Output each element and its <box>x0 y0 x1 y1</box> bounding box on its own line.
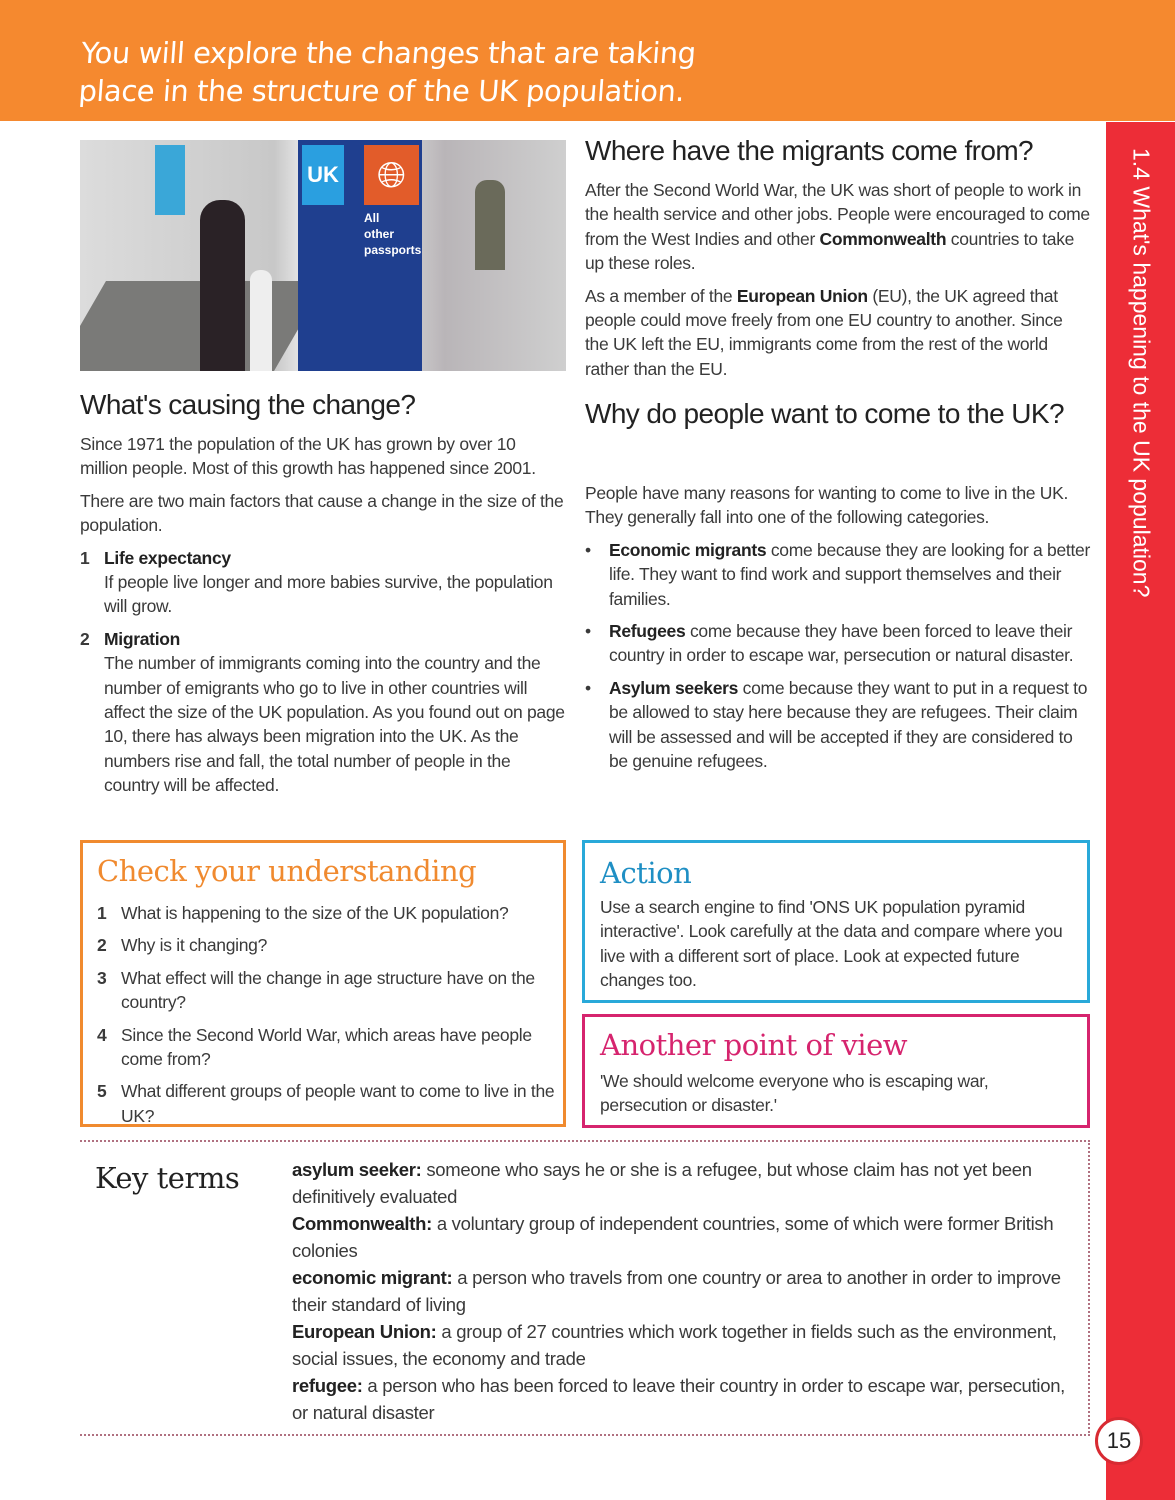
side-tab-label: 1.4 What's happening to the UK population? <box>1128 148 1155 598</box>
item-title: Migration <box>104 628 181 649</box>
why-heading: Why do people want to come to the UK? <box>585 398 1064 429</box>
text: come because they have been forced to leave their country in order to escape war, persecution or natural disaster. <box>609 621 1074 666</box>
causing-heading: What's causing the change? <box>80 389 416 420</box>
reason-item <box>585 676 1090 774</box>
bullet: • <box>585 677 591 698</box>
photo-person <box>200 200 245 371</box>
bold-term: Refugees <box>609 621 686 642</box>
another-view-title: Another point of view <box>600 1028 908 1062</box>
paragraph: Since 1971 the population of the UK has grown by over 10 million people. Most of this growth has happened since 2001. <box>80 434 536 479</box>
text: As a member of the <box>585 285 737 306</box>
key-term <box>292 1156 1082 1210</box>
text: After the Second World War, the UK was short of people to work in the health service and other jobs. People were encouraged to come from the West Indies and other <box>585 180 1090 249</box>
key-term <box>292 1318 1082 1372</box>
reason-item <box>585 619 1090 668</box>
question-list <box>97 901 557 1136</box>
header-line-2: place in the structure of the UK population. <box>77 74 686 108</box>
key-term <box>292 1372 1082 1426</box>
action-text: Use a search engine to find 'ONS UK population pyramid interactive'. Look carefully at the data and compare where you live with a different sort of place. Look at expected future changes too. <box>600 897 1063 991</box>
item-text: If people live longer and more babies survive, the population will grow. <box>104 572 553 617</box>
key-term <box>292 1210 1082 1264</box>
question <box>97 1023 557 1072</box>
text: (EU), the UK agreed that people could move freely from one EU country to another. Since the UK left the EU, immigrants come from the rest of the world rather than the EU. <box>585 285 1063 379</box>
definition: a voluntary group of independent countries, some of which were former British colonies <box>292 1213 1054 1261</box>
photo-child <box>250 270 272 371</box>
photo-person <box>475 180 505 270</box>
factor-item <box>80 546 565 619</box>
question <box>97 966 557 1015</box>
globe-icon: 🌐︎ <box>364 145 419 205</box>
question-number: 2 <box>97 935 107 956</box>
definition: a person who has been forced to leave their country in order to escape war, persecution, or natural disaster <box>292 1375 1066 1423</box>
header-title <box>77 34 782 110</box>
bullet: • <box>585 621 591 642</box>
sign-line: All <box>364 211 380 225</box>
question-number: 5 <box>97 1081 107 1102</box>
action-title: Action <box>600 856 692 890</box>
reason-item <box>585 538 1090 611</box>
sign-line: other <box>364 227 394 241</box>
item-text: The number of immigrants coming into the country and the number of emigrants who go to live in other countries will affect the size of the UK population. As you found out on page 10, there has always been migration into the UK. As the numbers rise and fall, the total number of people in the country will be affected. <box>104 653 565 796</box>
key-terms-box <box>80 1140 1090 1436</box>
definition: a person who travels from one country or area to another in order to improve their standard of living <box>292 1267 1061 1315</box>
term: asylum seeker: <box>292 1159 422 1180</box>
item-number: 1 <box>80 547 90 568</box>
paragraph <box>585 178 1090 276</box>
bold-term: Asylum seekers <box>609 677 739 698</box>
definition: someone who says he or she is a refugee, but whose claim has not yet been definitively evaluated <box>292 1159 1032 1207</box>
paragraph: People have many reasons for wanting to come to live in the UK. They generally fall into one of the following categories. <box>585 483 1069 528</box>
sign-other-passports <box>364 210 421 258</box>
question-text: Why is it changing? <box>121 935 268 956</box>
migrants-heading: Where have the migrants come from? <box>585 135 1034 166</box>
term: refugee: <box>292 1375 363 1396</box>
text: countries to take up these roles. <box>585 228 1075 274</box>
bold-term: Commonwealth <box>819 228 947 249</box>
header-line-1: You will explore the changes that are taking <box>80 36 697 70</box>
question-text: Since the Second World War, which areas have people come from? <box>121 1024 532 1070</box>
check-understanding-box <box>80 840 566 1127</box>
question-number: 3 <box>97 967 107 988</box>
another-view-box <box>582 1014 1090 1128</box>
key-terms-title: Key terms <box>95 1161 240 1195</box>
page-number: 15 <box>1095 1417 1143 1465</box>
key-terms-list <box>292 1156 1082 1426</box>
paragraph: There are two main factors that cause a change in the size of the population. <box>80 490 564 536</box>
question-number: 1 <box>97 903 107 923</box>
key-term <box>292 1264 1082 1318</box>
sign-uk: UK <box>302 145 344 205</box>
question-text: What different groups of people want to come to live in the UK? <box>121 1081 555 1126</box>
term: European Union: <box>292 1321 437 1342</box>
definition: a group of 27 countries which work together in fields such as the environment, social issues, the economy and trade <box>292 1321 1057 1369</box>
causing-body <box>80 432 565 806</box>
text: come because they are looking for a better life. They want to find work and support themselves and their families. <box>609 539 1090 609</box>
airport-photo <box>80 140 566 371</box>
migrants-body <box>585 178 1090 389</box>
why-body <box>585 481 1090 781</box>
bold-term: European Union <box>736 285 868 306</box>
term: economic migrant: <box>292 1267 453 1288</box>
sign-line: passports <box>364 243 422 257</box>
term: Commonwealth: <box>292 1213 432 1234</box>
item-number: 2 <box>80 628 90 649</box>
item-title: Life expectancy <box>104 547 231 568</box>
question <box>97 901 557 925</box>
photo-poster <box>155 145 185 215</box>
bullet: • <box>585 539 591 560</box>
another-view-text: 'We should welcome everyone who is escaping war, persecution or disaster.' <box>600 1071 989 1116</box>
paragraph <box>585 284 1090 382</box>
bold-term: Economic migrants <box>609 539 767 560</box>
question-text: What effect will the change in age structure have on the country? <box>121 967 535 1013</box>
factor-item <box>80 627 565 798</box>
question-number: 4 <box>97 1024 107 1045</box>
header-banner <box>0 0 1175 121</box>
action-box <box>582 840 1090 1003</box>
text: come because they want to put in a request to be allowed to stay here because they are refugees. Their claim will be assessed and will be accepted if they are considered to be genuine refugees. <box>609 677 1088 772</box>
question <box>97 1079 557 1128</box>
question-text: What is happening to the size of the UK population? <box>121 903 509 923</box>
check-title: Check your understanding <box>97 854 477 888</box>
question <box>97 933 557 957</box>
